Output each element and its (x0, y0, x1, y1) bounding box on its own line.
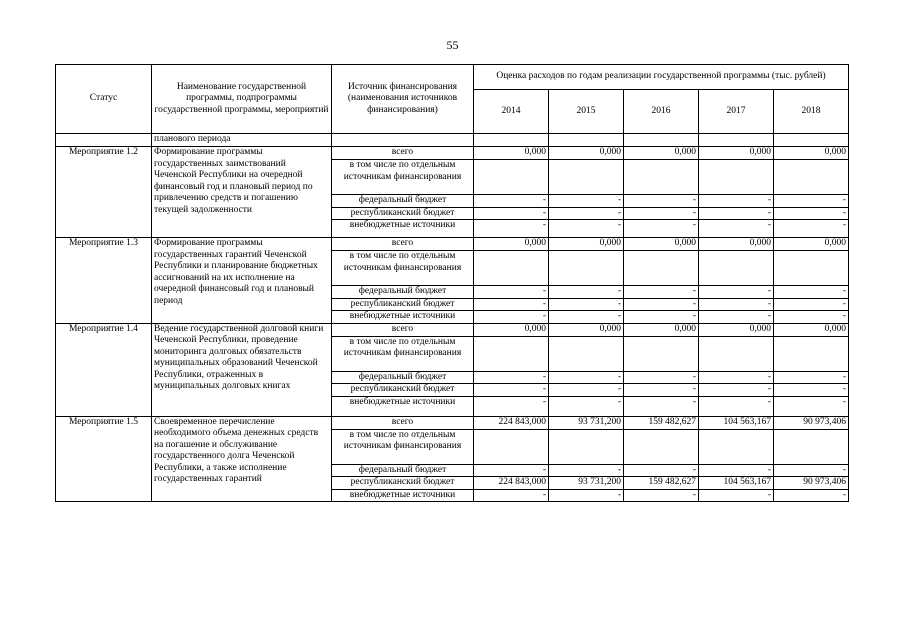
value-cell (549, 160, 624, 195)
value-cell: - (474, 371, 549, 384)
value-cell (699, 336, 774, 371)
header-name: Наименование государственной программы, подпрограммы государственной программы, мероприятий (152, 65, 332, 134)
value-cell (624, 429, 699, 464)
continuation-status (56, 134, 152, 147)
source-cell: внебюджетные источники (332, 220, 474, 238)
value-cell: - (549, 298, 624, 311)
description-cell: Формирование программы государственных заимствований Чеченской Республики на очередной финансовый год и плановый период по привлечению средств и погашению текущей задолженности (152, 147, 332, 238)
value-cell: - (624, 207, 699, 220)
source-cell: республиканский бюджет (332, 384, 474, 397)
status-cell: Мероприятие 1.4 (56, 323, 152, 416)
value-cell: - (699, 298, 774, 311)
source-cell: всего (332, 238, 474, 251)
value-cell: - (474, 298, 549, 311)
header-year: 2014 (474, 90, 549, 134)
status-cell: Мероприятие 1.2 (56, 147, 152, 238)
source-cell: в том числе по отдельным источникам финансирования (332, 160, 474, 195)
value-cell: 159 482,627 (624, 477, 699, 490)
value-cell: - (549, 311, 624, 324)
source-cell: республиканский бюджет (332, 298, 474, 311)
row-total (56, 416, 849, 429)
source-cell: всего (332, 416, 474, 429)
value-cell: 0,000 (624, 238, 699, 251)
value-cell (549, 251, 624, 286)
value-cell (774, 160, 849, 195)
source-cell: федеральный бюджет (332, 286, 474, 299)
row-total (56, 323, 849, 336)
value-cell: 0,000 (549, 147, 624, 160)
source-cell: федеральный бюджет (332, 195, 474, 208)
value-cell: - (699, 384, 774, 397)
continuation-text: планового периода (152, 134, 332, 147)
source-cell: республиканский бюджет (332, 207, 474, 220)
header-year: 2015 (549, 90, 624, 134)
value-cell: 93 731,200 (549, 477, 624, 490)
value-cell (474, 160, 549, 195)
header-estimate: Оценка расходов по годам реализации государственной программы (тыс. рублей) (474, 65, 849, 90)
row-total (56, 147, 849, 160)
value-cell: 0,000 (474, 323, 549, 336)
header-row-1 (56, 65, 849, 90)
value-cell: - (624, 195, 699, 208)
source-cell: федеральный бюджет (332, 371, 474, 384)
value-cell: - (774, 286, 849, 299)
value-cell (549, 429, 624, 464)
continuation-row (56, 134, 849, 147)
header-source: Источник финансирования (наименования источников финансирования) (332, 65, 474, 134)
header-year: 2018 (774, 90, 849, 134)
value-cell (774, 429, 849, 464)
value-cell: - (624, 489, 699, 502)
value-cell: - (549, 220, 624, 238)
value-cell (774, 336, 849, 371)
value-cell: 159 482,627 (624, 416, 699, 429)
status-cell: Мероприятие 1.3 (56, 238, 152, 324)
value-cell: - (549, 207, 624, 220)
value-cell (549, 336, 624, 371)
value-cell: - (774, 489, 849, 502)
value-cell: - (624, 384, 699, 397)
value-cell: - (699, 396, 774, 416)
value-cell: - (624, 464, 699, 477)
value-cell: - (774, 220, 849, 238)
source-cell: в том числе по отдельным источникам финансирования (332, 336, 474, 371)
value-cell (699, 160, 774, 195)
budget-table (55, 64, 849, 502)
value-cell (474, 336, 549, 371)
value-cell: - (474, 207, 549, 220)
value-cell (624, 160, 699, 195)
value-cell: - (474, 384, 549, 397)
description-cell: Ведение государственной долговой книги Чеченской Республики, проведение мониторинга долговых обязательств муниципальных образований Чеченской Республики, отраженных в муниципальных долговых книгах (152, 323, 332, 416)
value-cell: 93 731,200 (549, 416, 624, 429)
value-cell: - (624, 371, 699, 384)
value-cell: - (699, 286, 774, 299)
value-cell: - (549, 489, 624, 502)
value-cell: - (474, 464, 549, 477)
value-cell: - (699, 207, 774, 220)
source-cell: в том числе по отдельным источникам финансирования (332, 251, 474, 286)
value-cell: 90 973,406 (774, 416, 849, 429)
source-cell: внебюджетные источники (332, 396, 474, 416)
value-cell: - (474, 220, 549, 238)
source-cell: республиканский бюджет (332, 477, 474, 490)
description-cell: Формирование программы государственных гарантий Чеченской Республики и планирование бюджетных ассигнований на их исполнение на очередной финансовый год и плановый период (152, 238, 332, 324)
value-cell: 0,000 (774, 323, 849, 336)
header-year: 2017 (699, 90, 774, 134)
value-cell: - (774, 311, 849, 324)
value-cell: - (774, 396, 849, 416)
value-cell: - (474, 195, 549, 208)
value-cell: - (474, 286, 549, 299)
value-cell: 0,000 (774, 147, 849, 160)
value-cell: 0,000 (699, 238, 774, 251)
value-cell: 0,000 (549, 323, 624, 336)
value-cell: - (549, 195, 624, 208)
value-cell (474, 251, 549, 286)
value-cell: - (549, 286, 624, 299)
value-cell (624, 251, 699, 286)
value-cell: - (774, 207, 849, 220)
value-cell: - (624, 220, 699, 238)
value-cell: - (774, 384, 849, 397)
value-cell: - (549, 464, 624, 477)
source-cell: внебюджетные источники (332, 311, 474, 324)
value-cell (624, 336, 699, 371)
value-cell: 224 843,000 (474, 477, 549, 490)
value-cell (474, 429, 549, 464)
value-cell: 0,000 (474, 147, 549, 160)
value-cell: 0,000 (474, 238, 549, 251)
value-cell: - (624, 311, 699, 324)
value-cell: - (774, 371, 849, 384)
value-cell: - (474, 396, 549, 416)
value-cell: 0,000 (624, 147, 699, 160)
value-cell: - (624, 298, 699, 311)
status-cell: Мероприятие 1.5 (56, 416, 152, 502)
source-cell: всего (332, 323, 474, 336)
source-cell: в том числе по отдельным источникам финансирования (332, 429, 474, 464)
value-cell: - (774, 464, 849, 477)
value-cell: 0,000 (699, 323, 774, 336)
header-status: Статус (56, 65, 152, 134)
page-number: 55 (446, 38, 459, 52)
value-cell: - (699, 195, 774, 208)
value-cell: 0,000 (699, 147, 774, 160)
value-cell: - (549, 384, 624, 397)
value-cell: - (699, 371, 774, 384)
value-cell: 104 563,167 (699, 477, 774, 490)
value-cell: - (549, 371, 624, 384)
source-cell: внебюджетные источники (332, 489, 474, 502)
value-cell: 0,000 (624, 323, 699, 336)
value-cell: 104 563,167 (699, 416, 774, 429)
value-cell (774, 251, 849, 286)
value-cell: - (774, 195, 849, 208)
value-cell (699, 429, 774, 464)
source-cell: всего (332, 147, 474, 160)
value-cell: - (549, 396, 624, 416)
value-cell: - (699, 489, 774, 502)
value-cell (699, 251, 774, 286)
value-cell: - (624, 286, 699, 299)
description-cell: Своевременное перечисление необходимого объема денежных средств на погашение и обслуживание государственного долга Чеченской Республики, а также исполнение государственных гарантий (152, 416, 332, 502)
value-cell: - (624, 396, 699, 416)
header-year: 2016 (624, 90, 699, 134)
value-cell: - (474, 489, 549, 502)
value-cell: 0,000 (774, 238, 849, 251)
value-cell: 90 973,406 (774, 477, 849, 490)
value-cell: - (699, 464, 774, 477)
value-cell: - (774, 298, 849, 311)
value-cell: 224 843,000 (474, 416, 549, 429)
value-cell: - (474, 311, 549, 324)
value-cell: - (699, 311, 774, 324)
row-total (56, 238, 849, 251)
value-cell: 0,000 (549, 238, 624, 251)
value-cell: - (699, 220, 774, 238)
source-cell: федеральный бюджет (332, 464, 474, 477)
